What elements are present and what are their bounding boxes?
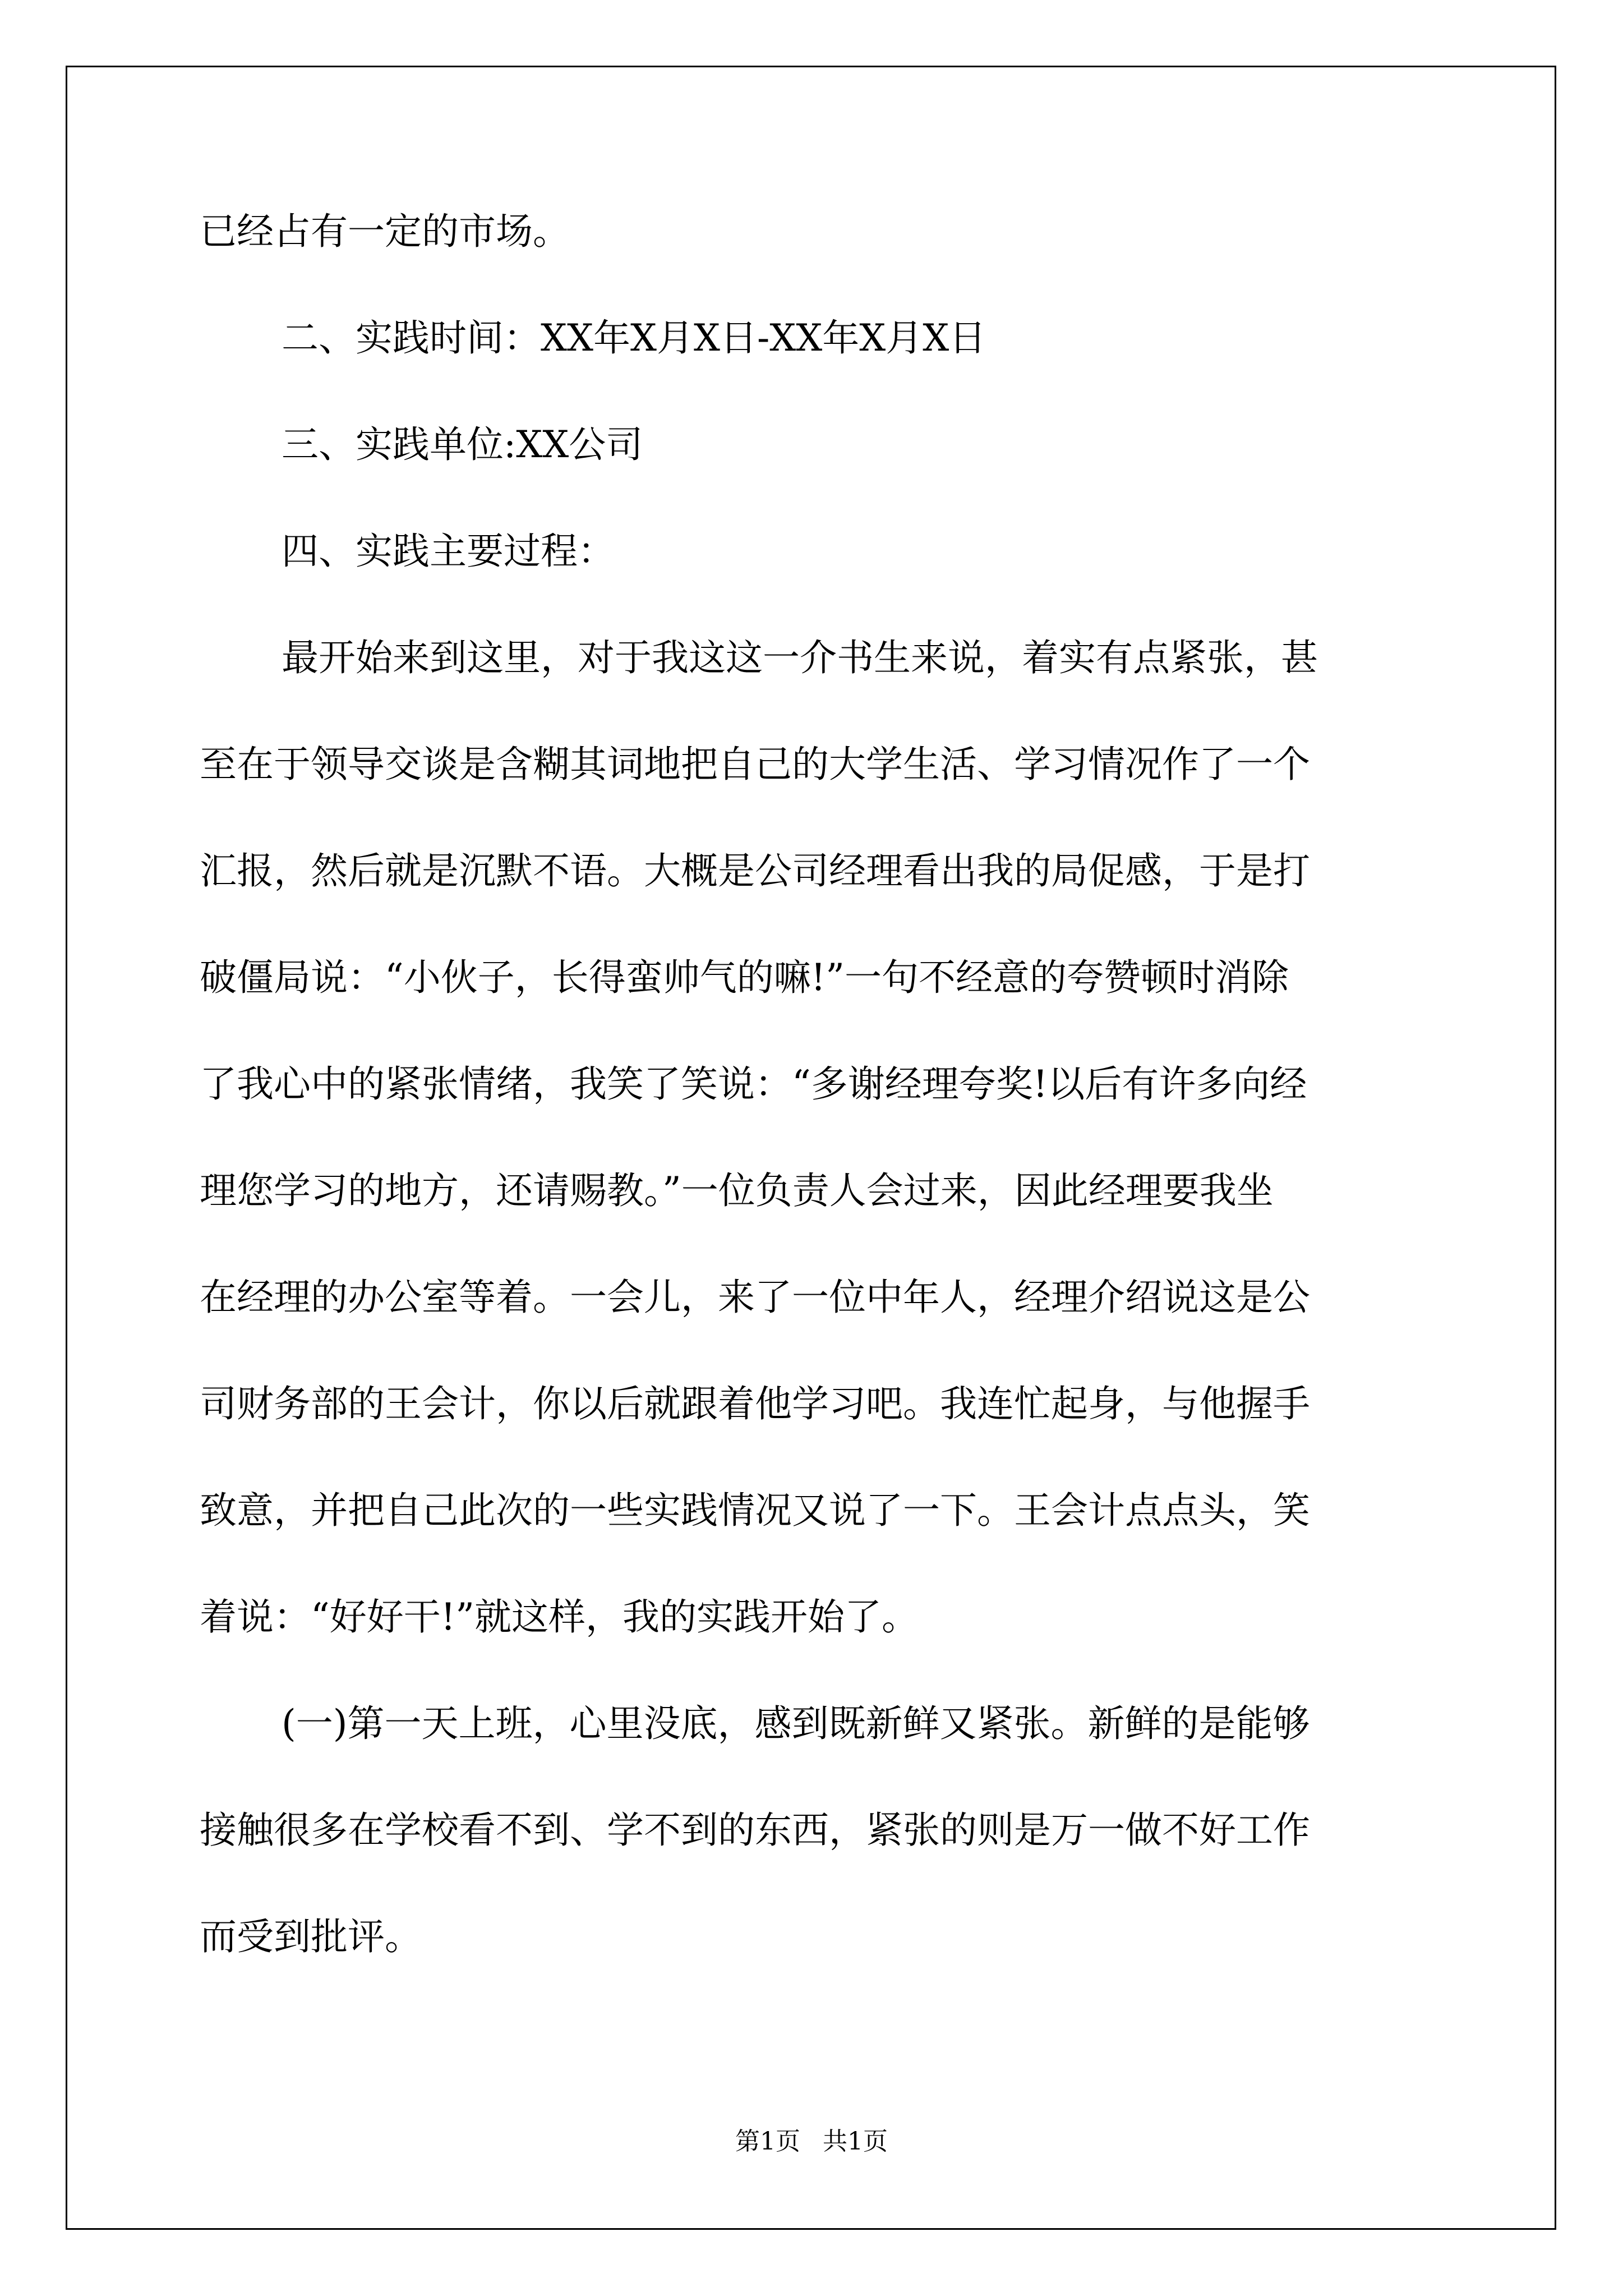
- text-line: 破僵局说：“小伙子，长得蛮帅气的嘛!”一句不经意的夸赞顿时消除: [200, 956, 1289, 999]
- text-line: 了我心中的紧张情绪，我笑了笑说：“多谢经理夸奖!以后有许多向经: [200, 1062, 1307, 1106]
- section-heading: 三、实践单位:XX公司: [282, 423, 643, 466]
- text-line: 致意，并把自己此次的一些实践情况又说了一下。王会计点点头，笑: [200, 1489, 1310, 1532]
- text-line: 接触很多在学校看不到、学不到的东西，紧张的则是万一做不好工作: [200, 1809, 1310, 1852]
- text-line: 汇报，然后就是沉默不语。大概是公司经理看出我的局促感，于是打: [200, 849, 1310, 892]
- text-line: 着说：“好好干!”就这样，我的实践开始了。: [200, 1595, 919, 1639]
- section-heading: 二、实践时间：XX年X月X日-XX年X月X日: [282, 316, 986, 360]
- text-line: 理您学习的地方，还请赐教。”一位负责人会过来，因此经理要我坐: [200, 1169, 1274, 1212]
- text-line: (一)第一天上班，心里没底，感到既新鲜又紧张。新鲜的是能够: [282, 1702, 1310, 1745]
- page-frame: [66, 66, 1556, 2230]
- text-line: 司财务部的王会计，你以后就跟着他学习吧。我连忙起身，与他握手: [200, 1382, 1310, 1425]
- text-line: 而受到批评。: [200, 1915, 422, 1958]
- page-footer: [0, 2125, 1623, 2159]
- page-total: 共1页: [823, 2127, 888, 2156]
- text-line: 已经占有一定的市场。: [200, 210, 570, 253]
- text-line: 最开始来到这里，对于我这这一介书生来说，着实有点紧张，甚: [282, 636, 1318, 679]
- section-heading: 四、实践主要过程：: [282, 530, 615, 573]
- text-line: 至在于领导交谈是含糊其词地把自己的大学生活、学习情况作了一个: [200, 743, 1310, 786]
- text-line: 在经理的办公室等着。一会儿，来了一位中年人，经理介绍说这是公: [200, 1276, 1310, 1319]
- page-number: 第1页: [735, 2127, 800, 2156]
